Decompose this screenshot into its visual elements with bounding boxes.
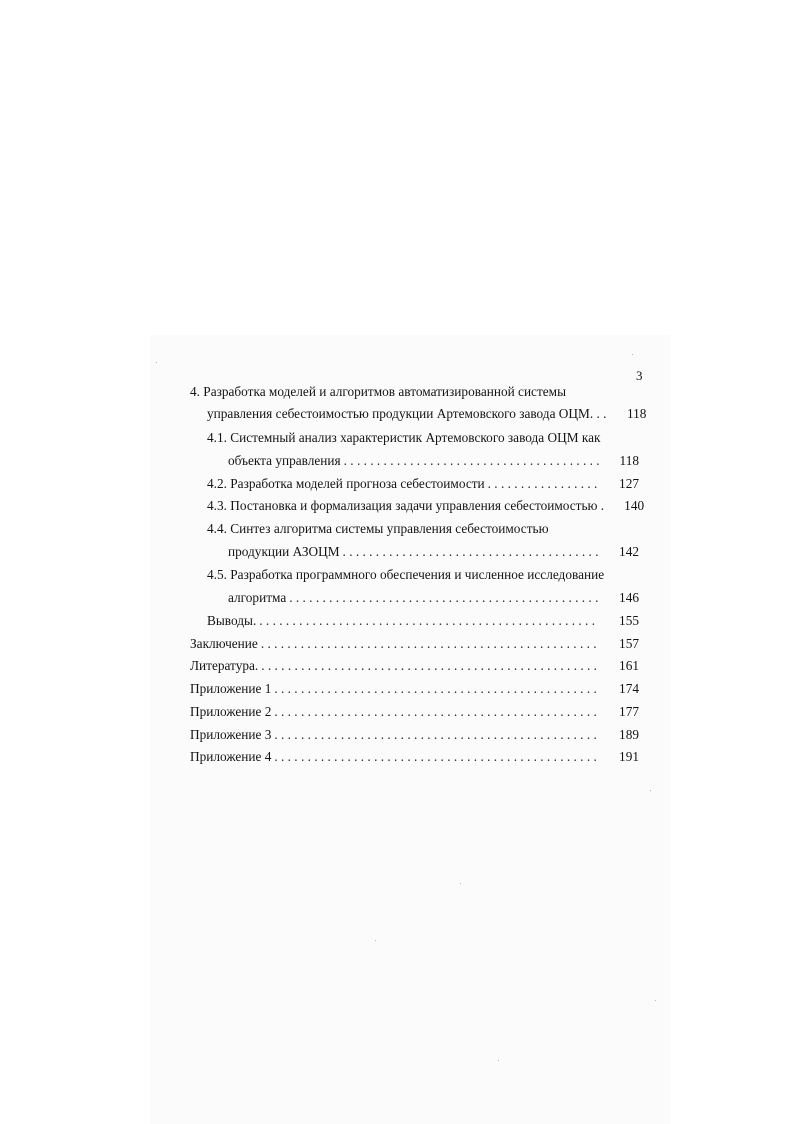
toc-entry-section-4-2	[207, 476, 639, 492]
toc-entry-section-4-3	[207, 498, 645, 514]
scan-speck	[460, 883, 461, 884]
scan-speck	[498, 1060, 499, 1061]
toc-appendix-1-title: Приложение 1	[190, 681, 272, 696]
page-number: 3	[636, 368, 643, 383]
toc-appendix-3-title: Приложение 3	[190, 727, 272, 742]
toc-leader-dots	[485, 476, 599, 492]
toc-section-4-4-page: 142	[619, 544, 639, 559]
toc-leader-dots	[258, 636, 599, 652]
toc-entry-appendix-3	[190, 727, 639, 743]
toc-section-4-5-page: 146	[619, 590, 639, 605]
toc-section-4-1-title-line2: объекта управления	[228, 453, 341, 468]
toc-leader-dots	[256, 613, 599, 629]
toc-entry-literature	[190, 658, 639, 674]
toc-leader-dots	[286, 590, 599, 606]
toc-chapter-4-title-line2: управления себестоимостью продукции Артемовского завода ОЦМ. . .	[207, 406, 607, 421]
toc-section-4-4-title-line2: продукции АЗОЦМ	[228, 544, 340, 559]
toc-appendix-3-page: 189	[619, 727, 639, 742]
toc-section-4-5-title-line1: 4.5. Разработка программного обеспечения и численное исследование	[207, 567, 605, 582]
toc-entry-section-4-5	[228, 590, 639, 606]
toc-appendix-4-title: Приложение 4	[190, 749, 272, 764]
toc-entry-appendix-1	[190, 681, 639, 697]
scan-speck	[650, 790, 651, 791]
toc-section-4-1-title-line1: 4.1. Системный анализ характеристик Артемовского завода ОЦМ как	[207, 430, 601, 445]
toc-entry-final	[190, 636, 639, 652]
toc-conclusions-title: Выводы.	[207, 613, 257, 628]
toc-entry-appendix-2	[190, 704, 639, 720]
toc-section-4-4-title-line1: 4.4. Синтез алгоритма системы управления себестоимостью	[207, 521, 549, 536]
toc-appendix-2-title: Приложение 2	[190, 704, 272, 719]
toc-leader-dots	[271, 727, 599, 743]
toc-entry-appendix-4	[190, 749, 639, 765]
toc-leader-dots	[271, 749, 599, 765]
toc-entry-section-4-1	[228, 453, 639, 469]
toc-section-4-3-page: 140	[624, 498, 645, 513]
toc-entry-chapter-4	[207, 406, 647, 422]
toc-entry-section-4-4	[228, 544, 639, 560]
toc-section-4-5-title-line2: алгоритма	[228, 590, 287, 605]
toc-section-4-3-title: 4.3. Постановка и формализация задачи управления себестоимостью .	[207, 498, 605, 513]
scan-speck	[655, 1000, 656, 1001]
toc-leader-dots	[271, 681, 599, 697]
toc-appendix-2-page: 177	[619, 704, 639, 719]
toc-section-4-1-page: 118	[619, 453, 639, 468]
toc-appendix-1-page: 174	[619, 681, 639, 696]
toc-section-4-2-page: 127	[619, 476, 639, 491]
toc-literature-title: Литература.	[190, 658, 259, 673]
toc-chapter-4-page: 118	[627, 406, 647, 421]
toc-leader-dots	[271, 704, 599, 720]
toc-leader-dots	[340, 544, 599, 560]
toc-entry-conclusions	[207, 613, 639, 629]
toc-literature-page: 161	[619, 658, 639, 673]
toc-section-4-2-title: 4.2. Разработка моделей прогноза себестоимости	[207, 476, 485, 491]
toc-leader-dots	[341, 453, 599, 469]
scan-speck	[632, 354, 633, 355]
toc-appendix-4-page: 191	[619, 749, 639, 764]
scan-speck	[156, 362, 157, 363]
toc-final-page: 157	[619, 636, 639, 651]
toc-leader-dots	[258, 658, 599, 674]
toc-conclusions-page: 155	[619, 613, 639, 628]
toc-chapter-4-title-line1: 4. Разработка моделей и алгоритмов автоматизированной системы	[190, 384, 567, 399]
toc-final-title: Заключение	[190, 636, 258, 651]
scan-speck	[375, 940, 376, 941]
